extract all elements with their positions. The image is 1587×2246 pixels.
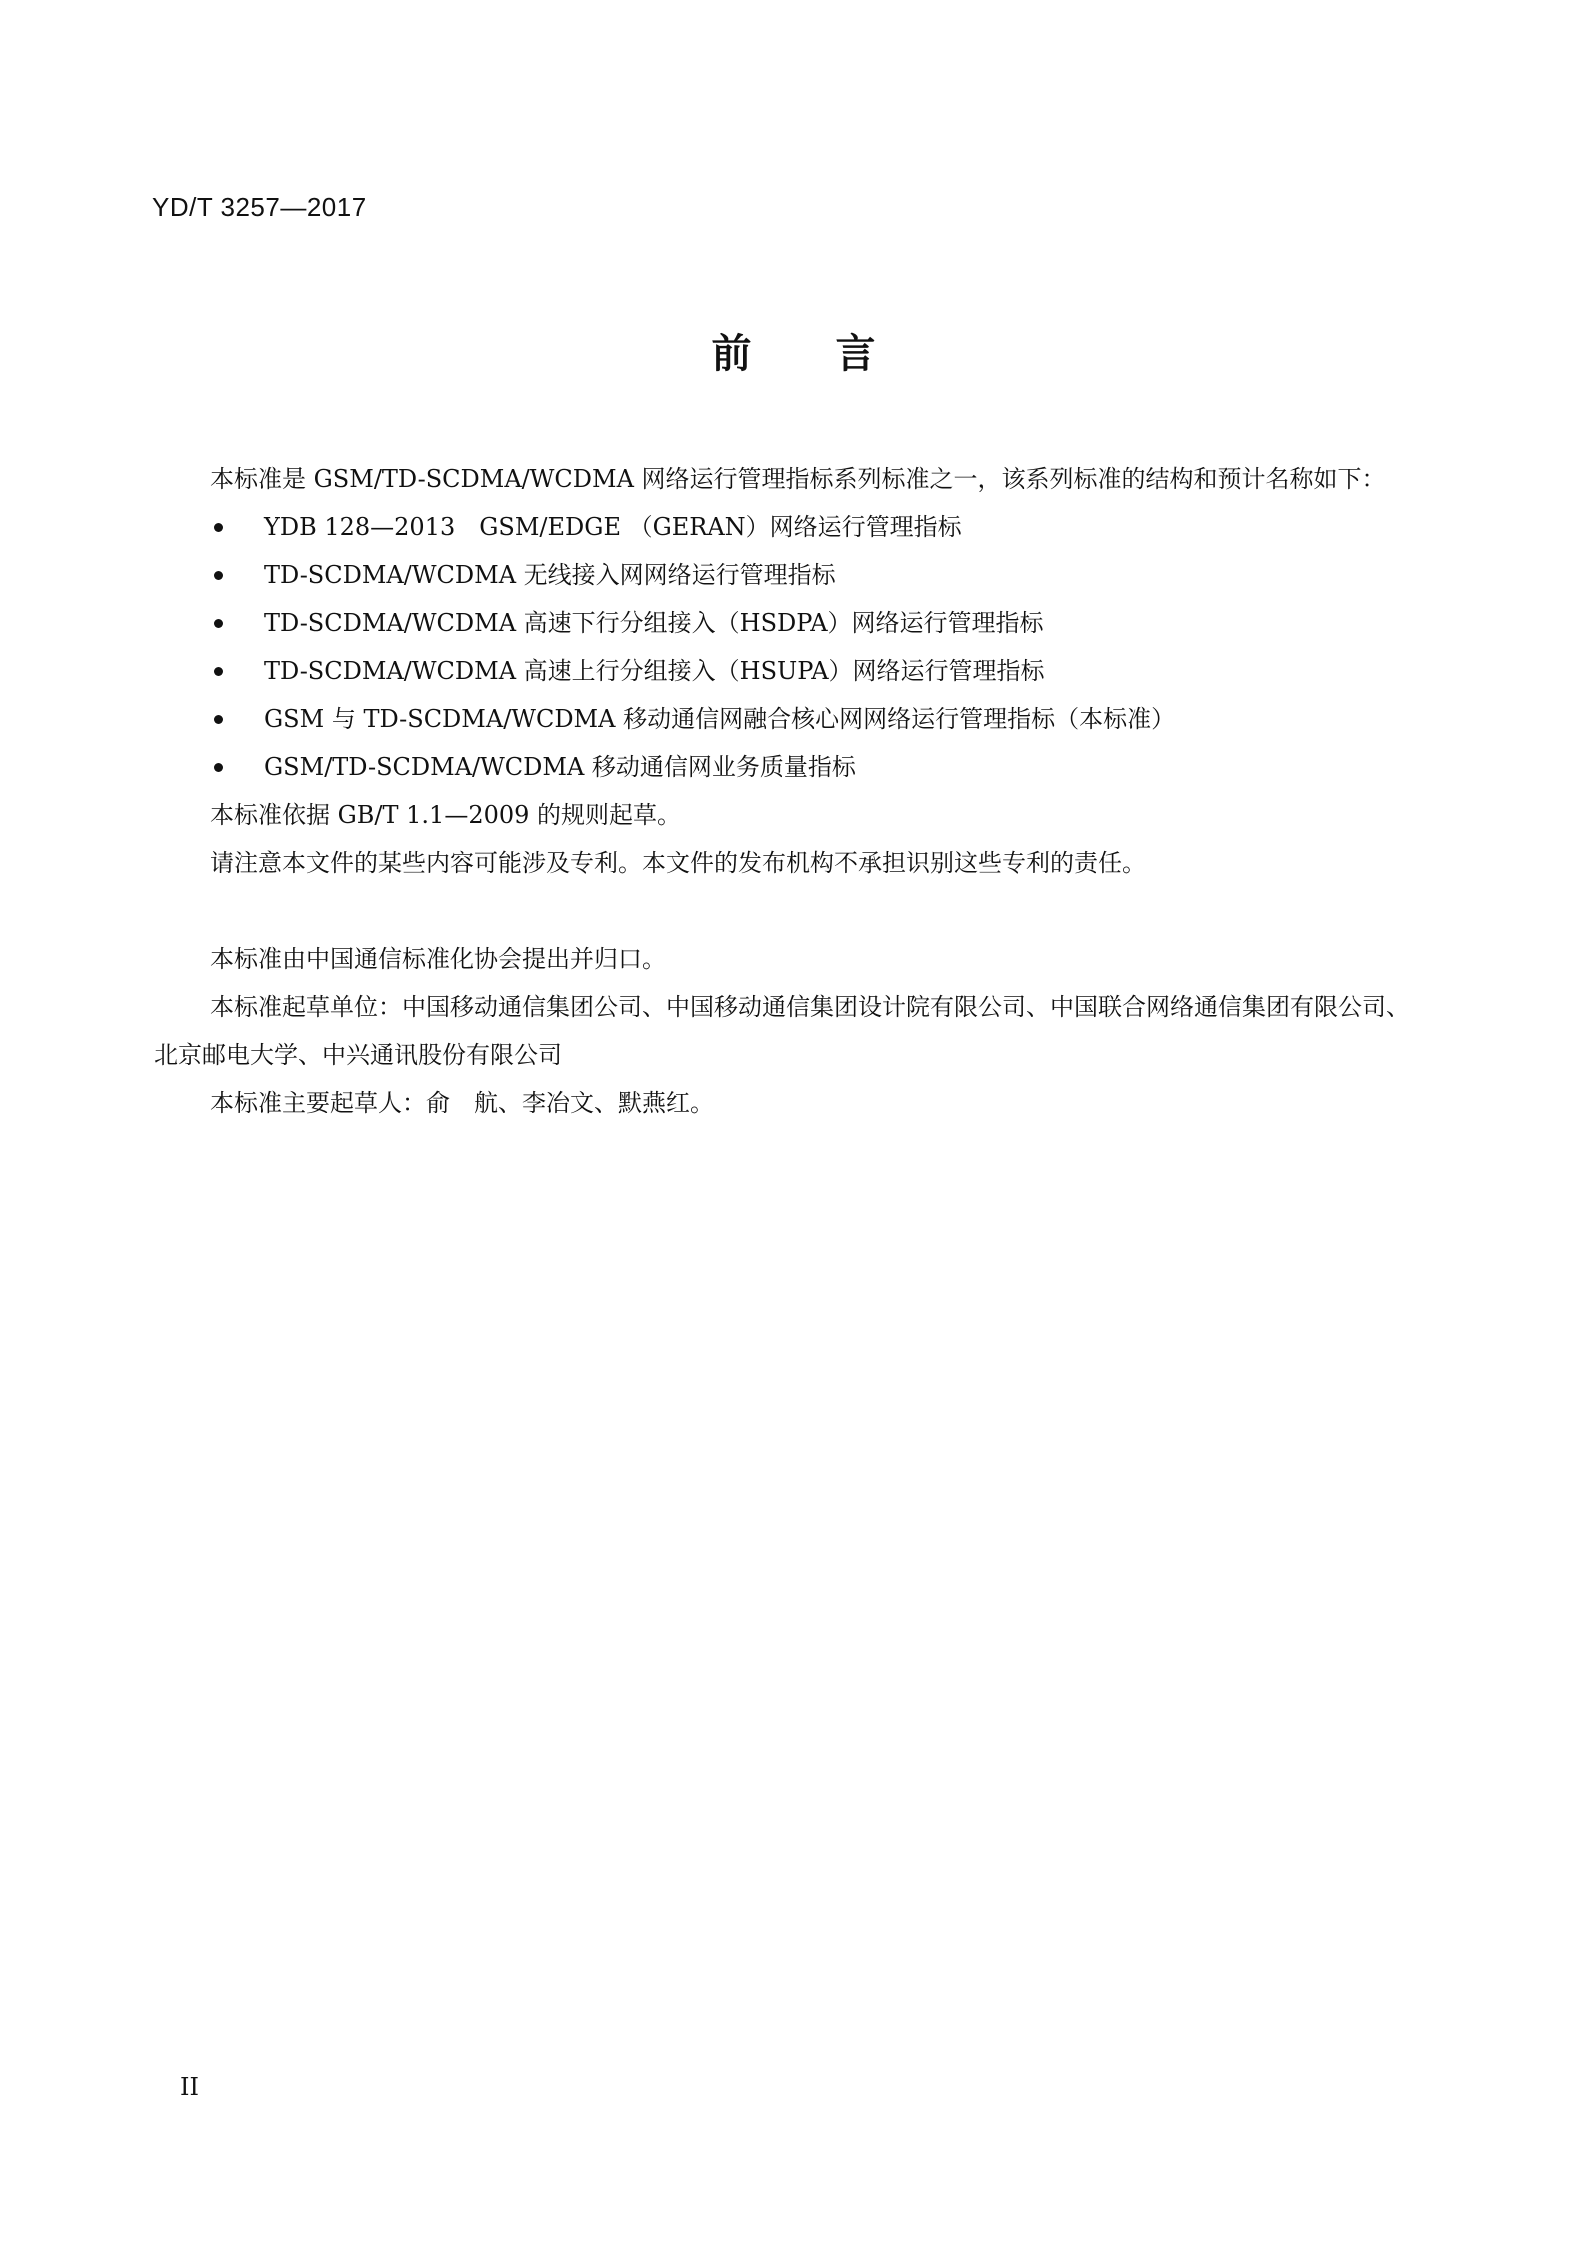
bullet-icon: [214, 523, 223, 532]
document-body: [154, 455, 1410, 1127]
intro-paragraph: 本标准是 GSM/TD-SCDMA/WCDMA 网络运行管理指标系列标准之一，该系列标准的结构和预计名称如下：: [210, 465, 1386, 493]
list-item: [154, 647, 1410, 695]
list-item-text: TD-SCDMA/WCDMA 高速上行分组接入（HSUPA）网络运行管理指标: [264, 657, 1045, 685]
drafting-rules-paragraph: 本标准依据 GB/T 1.1—2009 的规则起草。: [210, 801, 682, 829]
drafting-units-paragraph: 本标准起草单位：中国移动通信集团公司、中国移动通信集团设计院有限公司、中国联合网络通信集团有限公司、北京邮电大学、中兴通讯股份有限公司: [154, 993, 1410, 1069]
list-item-text: YDB 128—2013 GSM/EDGE （GERAN）网络运行管理指标: [264, 513, 962, 541]
list-item: [154, 743, 1410, 791]
list-item: [154, 503, 1410, 551]
patent-notice-paragraph: 请注意本文件的某些内容可能涉及专利。本文件的发布机构不承担识别这些专利的责任。: [210, 849, 1146, 877]
proposer-paragraph: 本标准由中国通信标准化协会提出并归口。: [210, 945, 666, 973]
list-item: [154, 599, 1410, 647]
list-item-text: GSM/TD-SCDMA/WCDMA 移动通信网业务质量指标: [264, 753, 856, 781]
paragraph-spacer: [154, 887, 1410, 935]
bullet-icon: [214, 715, 223, 724]
bullet-icon: [214, 571, 223, 580]
drafters-paragraph: 本标准主要起草人：俞 航、李冶文、默燕红。: [210, 1089, 714, 1117]
page-title: 前言: [711, 331, 960, 377]
list-item-text: TD-SCDMA/WCDMA 无线接入网网络运行管理指标: [264, 561, 836, 589]
series-list: [154, 503, 1410, 791]
bullet-icon: [214, 763, 223, 772]
list-item-text: GSM 与 TD-SCDMA/WCDMA 移动通信网融合核心网网络运行管理指标（本标准）: [264, 705, 1176, 733]
bullet-icon: [214, 667, 223, 676]
list-item: [154, 695, 1410, 743]
document-code: YD/T 3257—2017: [152, 192, 367, 222]
list-item-text: TD-SCDMA/WCDMA 高速下行分组接入（HSDPA）网络运行管理指标: [264, 609, 1044, 637]
page-number: II: [180, 2073, 199, 2101]
list-item: [154, 551, 1410, 599]
bullet-icon: [214, 619, 223, 628]
